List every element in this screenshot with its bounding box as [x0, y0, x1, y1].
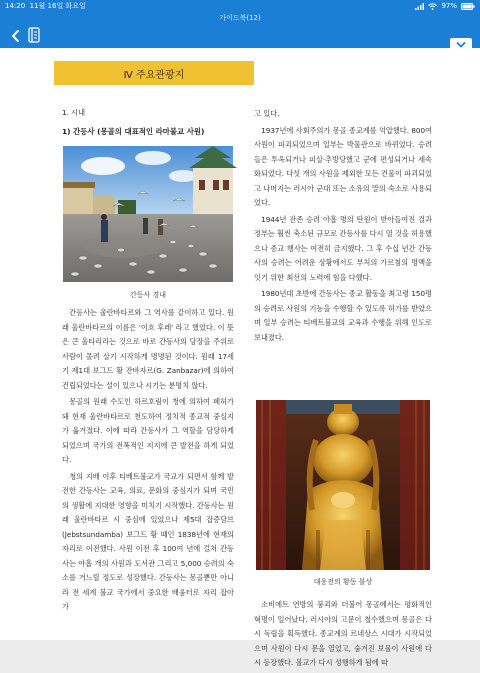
photo-caption-temple: 간등사 경내	[129, 291, 167, 299]
status-time: 14:20	[5, 2, 26, 10]
top-bar	[0, 12, 480, 48]
battery-icon	[461, 3, 475, 10]
paragraph: 고 있다.	[254, 109, 280, 118]
chevron-down-icon	[456, 41, 466, 48]
buddha-statue-photo	[256, 400, 430, 570]
signal-icon	[415, 3, 424, 10]
book-icon	[27, 27, 41, 43]
status-indicators	[415, 2, 475, 10]
left-text-column	[62, 306, 234, 617]
subsection-title: 1. 시내	[62, 108, 86, 117]
paragraph: 1980년대 초반에 간등사는 종교 활동을 최고령 150명의 승려로 사원의 기능을 수행할 수 있도록 허가를 받았으며 일부 승려는 티베트불교의 교육과 수행을 위해 인도로 보내졌다.	[254, 289, 432, 342]
document-button[interactable]	[27, 27, 41, 43]
right-text-column-bottom	[254, 598, 432, 673]
back-button[interactable]	[9, 28, 23, 42]
paragraph: 몽골의 원래 수도인 하르호림이 청에 의하여 폐허가 돼 현재 울란바타르로 천도하여 정치적 종교적 중심지가 옮겨졌다. 이에 따라 간등사가 그 역할을 담당하게 되었으며 국가의 전폭적인 지지에 큰 발전을 하게 되었다.	[62, 397, 234, 464]
status-date: 11월 16일 화요일	[29, 2, 86, 10]
paragraph: 1944년 잔존 승려 아홉 명의 탄원이 받아들여진 결과 정부는 훨씬 축소된 규모로 간등사를 다시 열 것을 허용했으나 종교 행사는 여전히 금지했다. 그 후 수십 년간 간등사의 승려는 어려운 상황에서도 부처의 가르침의 명맥을 잇기 위한 최선의 노력에 힘을 다했다.	[254, 214, 432, 282]
paragraph: 1937년에 사회주의가 몽골 종교계를 억압했다. 800여 사원이 파괴되었으며 일부는 박물관으로 바뀌었다. 승려들은 투옥되거나 피살·추방당했고 군에 편성되거나 세속화되었다. 다섯 개의 사원을 제외한 모든 건물이 파괴되었고 나머지는 러시아 군대 또는 소유의 말의 숙소로 사용되었다.	[254, 125, 432, 207]
paragraph: 간등사는 울란바타르와 그 역사를 같이하고 있다. 원래 울란바타르의 이름은 '이흐 후레' 라고 했었다. 이 뜻은 큰 울타리라는 것으로 바로 간등사의 담장을 주위로 사람이 몰려 살기 시작하게 명명된 것이다. 원래 17세기 제1대 보그드 황 잔바자르(G. Zanbazar)에 의하여 건립되었다는 설이 있으나 시기는 분명치 않다.	[62, 308, 234, 390]
temple-square-photo	[63, 146, 233, 282]
photo-caption-buddha: 대웅전의 황동 불상	[313, 578, 373, 586]
subsubsection-title: 1) 간등사 (몽골의 대표적인 라마불교 사원)	[62, 127, 205, 136]
wifi-icon	[428, 3, 437, 10]
section-heading: Ⅳ 주요관광지	[54, 61, 254, 85]
right-text-column-top	[254, 107, 432, 347]
paragraph: 청의 지배 이후 티베트불교가 국교가 되면서 함께 발전한 간등사는 교육, 의료, 문화의 중심지가 되며 국민의 생활에 지대한 영향을 미치기 시작했다. 간등사는 원래 울란바타르 시 중심에 있었으나 제5대 잡증담브 (Jebstsundamba) 보그드 황 때인 1838년에 현재의 자리로 이전했다. 사원 이전 후 100여 년에 걸쳐 간등사는 아홉 개의 사원과 도서관 그리고 5,000 승려의 숙소를 거느릴 정도로 성장했다. 간등사는 몽골뿐만 아니라 전 세계 불교 국가에서 중요한 배움터로 자리 잡아 가	[62, 471, 234, 611]
document-page[interactable]	[0, 48, 480, 667]
page-title: 가이드북(12)	[219, 14, 261, 22]
chevron-left-icon	[9, 29, 23, 43]
status-time-date	[5, 1, 415, 11]
battery-percent: 97%	[441, 2, 457, 10]
paragraph: 소비에트 연방의 붕괴와 더불어 몽골에서는 평화적인 혁명이 일어났다. 러시아의 고문이 철수했으며 몽골은 다시 독립을 획득했다. 종교계의 르네상스 시대가 시작되었으며 사원이 다시 문을 열었고, 숨겨진 보물이 사원에 다시 등장했다. 불교가 다시 성행하게 됨에 따	[254, 600, 432, 667]
status-bar	[0, 0, 480, 12]
